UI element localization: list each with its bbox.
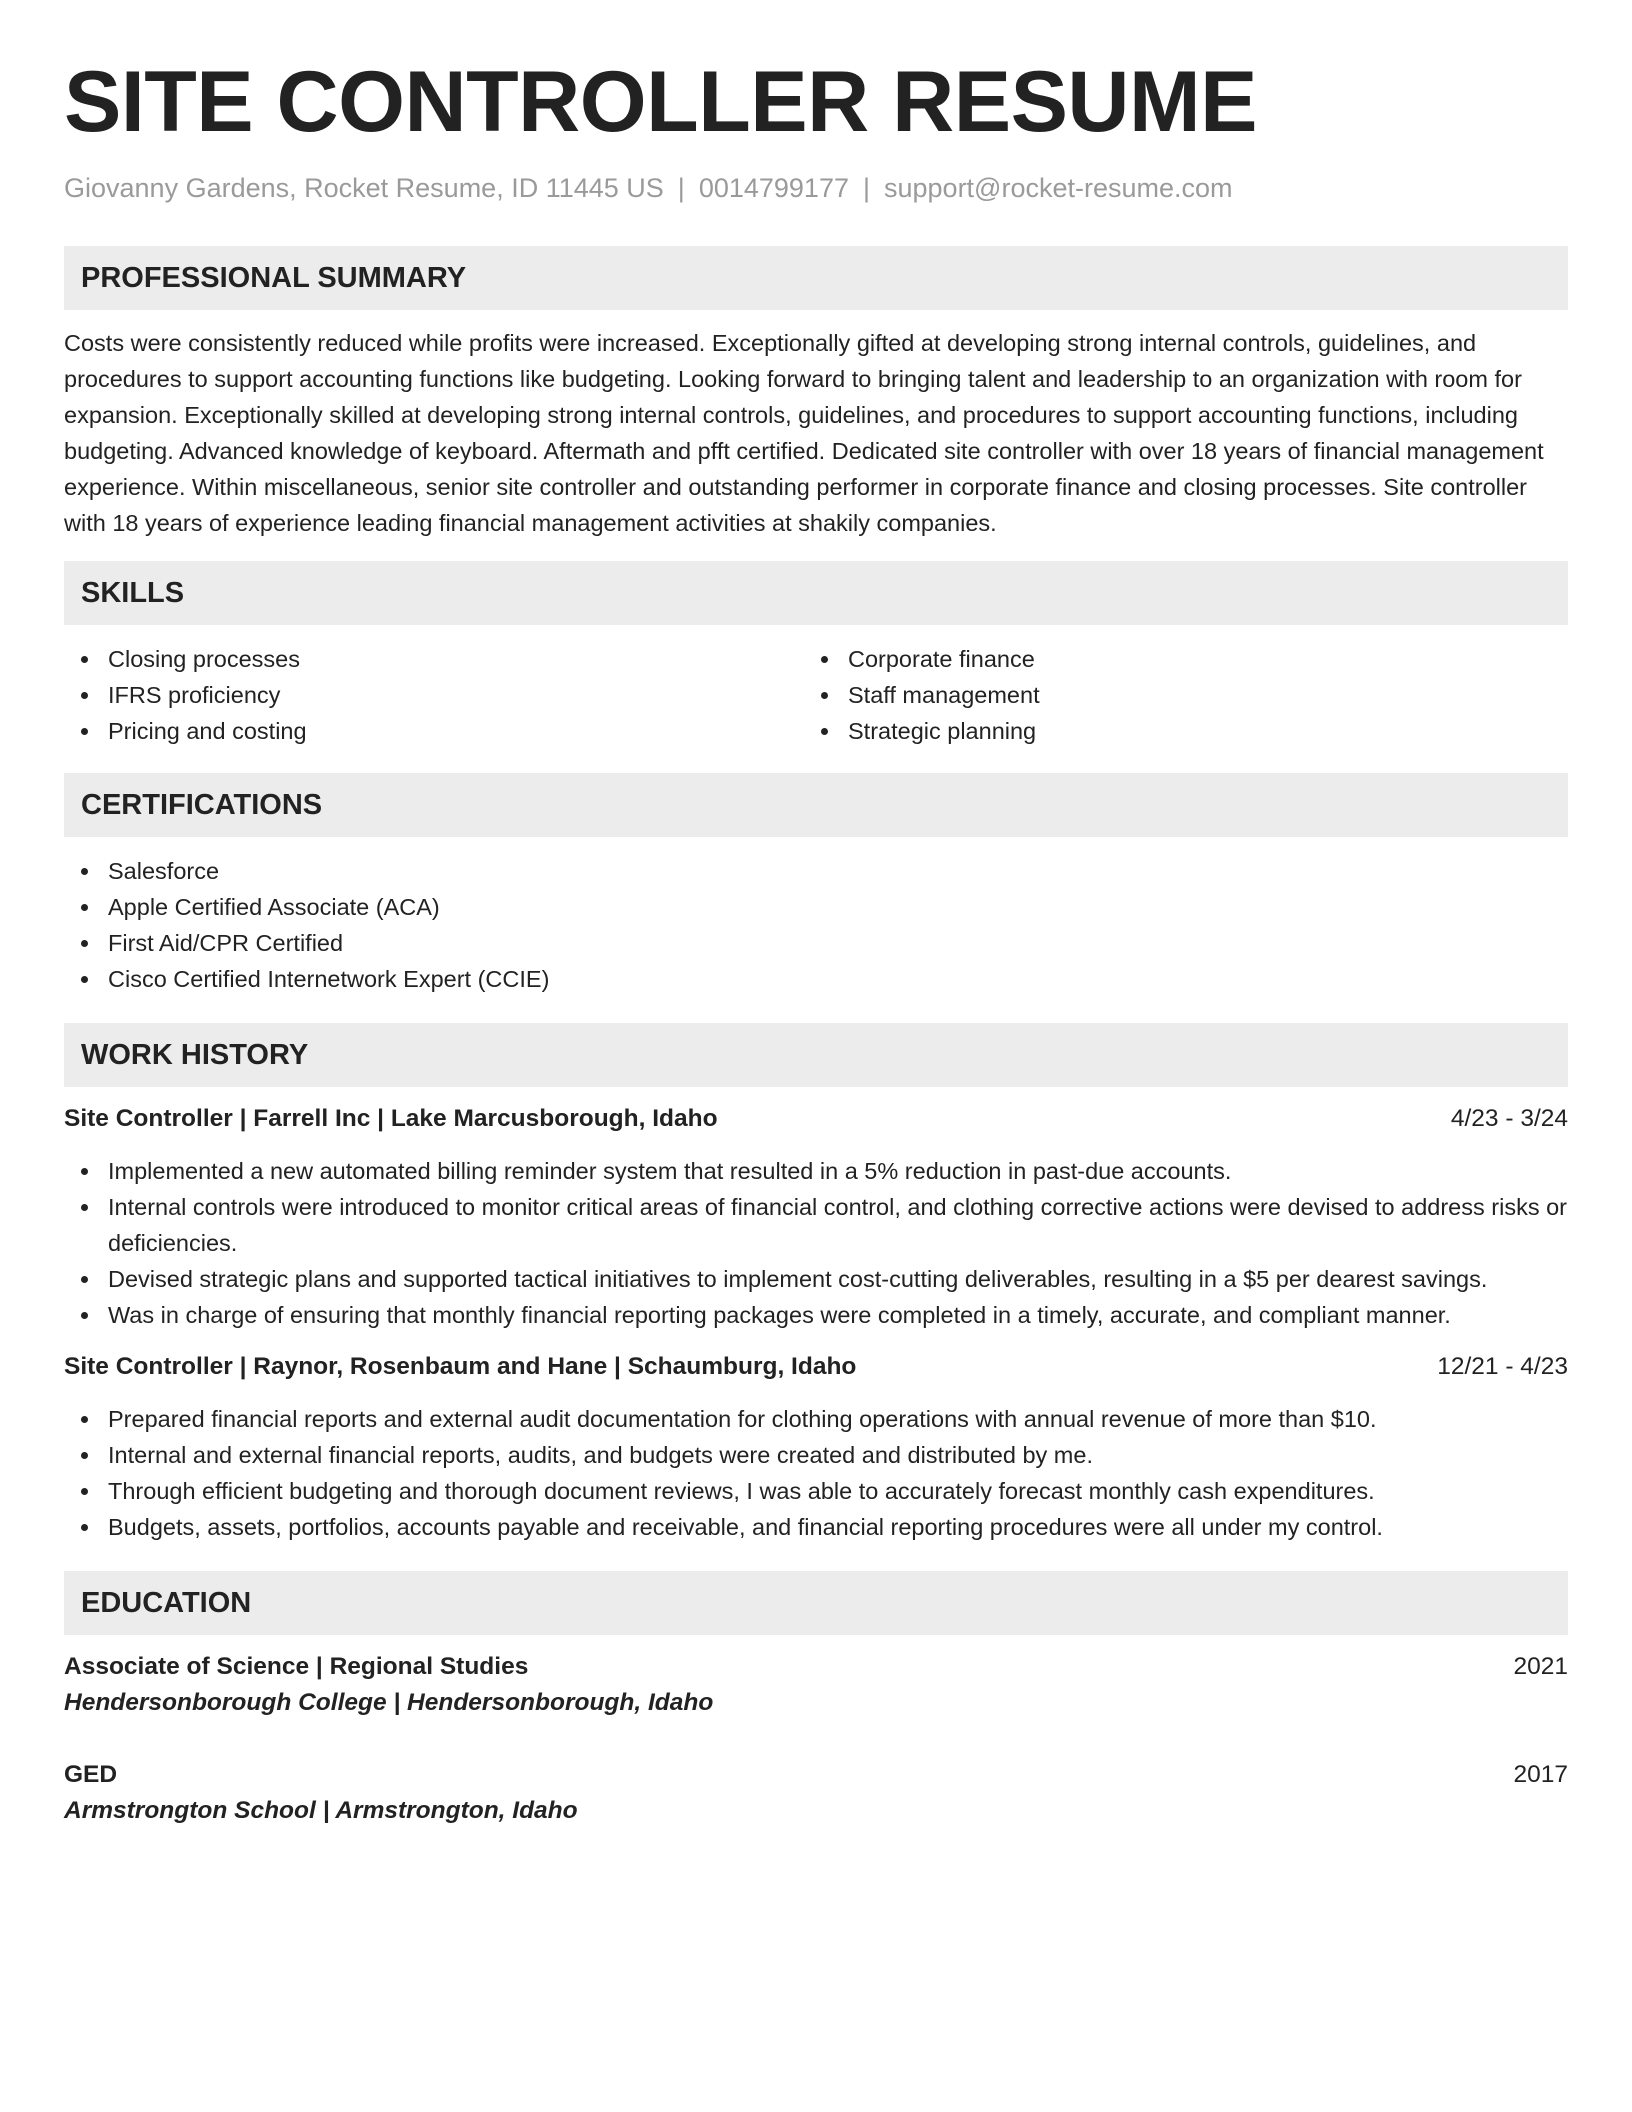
job-bullet: Internal controls were introduced to monitor critical areas of financial control, and clothing corrective actions were devised to address risks or deficiencies. bbox=[64, 1189, 1568, 1261]
certification-item: Cisco Certified Internetwork Expert (CCIE) bbox=[64, 961, 1568, 997]
job-header bbox=[64, 1349, 1568, 1385]
certifications-list bbox=[64, 853, 1568, 997]
job-bullet: Internal and external financial reports, audits, and budgets were created and distributed by me. bbox=[64, 1437, 1568, 1473]
skill-item: IFRS proficiency bbox=[64, 677, 804, 713]
job-bullet: Prepared financial reports and external audit documentation for clothing operations with annual revenue of more than $10. bbox=[64, 1401, 1568, 1437]
job-entry bbox=[64, 1101, 1568, 1333]
education-entry bbox=[64, 1757, 1568, 1829]
education-header bbox=[64, 1649, 1568, 1685]
job-dates: 4/23 - 3/24 bbox=[1450, 1105, 1568, 1132]
skills-column-left bbox=[64, 641, 804, 749]
skill-item: Strategic planning bbox=[804, 713, 1544, 749]
skill-item: Pricing and costing bbox=[64, 713, 804, 749]
certification-item: Salesforce bbox=[64, 853, 1568, 889]
section-header-certifications: CERTIFICATIONS bbox=[64, 773, 1568, 837]
education-school: Armstrongton School | Armstrongton, Idaho bbox=[64, 1797, 578, 1824]
contact-phone: 0014799177 bbox=[698, 173, 849, 203]
job-title: Site Controller | Farrell Inc | Lake Marcusborough, Idaho bbox=[64, 1105, 718, 1132]
job-bullet: Budgets, assets, portfolios, accounts payable and receivable, and financial reporting procedures were all under my control. bbox=[64, 1509, 1568, 1545]
job-bullets bbox=[64, 1401, 1568, 1545]
education-school: Hendersonborough College | Hendersonborough, Idaho bbox=[64, 1689, 714, 1716]
job-bullet: Devised strategic plans and supported tactical initiatives to implement cost-cutting deliverables, resulting in a $5 per dearest savings. bbox=[64, 1261, 1568, 1297]
section-header-summary: PROFESSIONAL SUMMARY bbox=[64, 246, 1568, 310]
education-year: 2017 bbox=[1513, 1761, 1568, 1788]
skill-item: Staff management bbox=[804, 677, 1544, 713]
section-header-work-history: WORK HISTORY bbox=[64, 1023, 1568, 1087]
education-year: 2021 bbox=[1513, 1653, 1568, 1680]
job-title: Site Controller | Raynor, Rosenbaum and Hane | Schaumburg, Idaho bbox=[64, 1353, 857, 1380]
education-entry bbox=[64, 1649, 1568, 1721]
contact-email: support@rocket-resume.com bbox=[884, 173, 1233, 203]
education-degree: Associate of Science | Regional Studies bbox=[64, 1653, 529, 1680]
job-bullet: Implemented a new automated billing reminder system that resulted in a 5% reduction in past-due accounts. bbox=[64, 1153, 1568, 1189]
job-bullet: Was in charge of ensuring that monthly financial reporting packages were completed in a timely, accurate, and compliant manner. bbox=[64, 1297, 1568, 1333]
job-bullets bbox=[64, 1153, 1568, 1333]
job-dates: 12/21 - 4/23 bbox=[1437, 1353, 1568, 1380]
contact-address: Giovanny Gardens, Rocket Resume, ID 11445 US bbox=[64, 173, 664, 203]
skill-item: Corporate finance bbox=[804, 641, 1544, 677]
contact-separator: | bbox=[862, 173, 870, 203]
job-header bbox=[64, 1101, 1568, 1137]
skills-column-right bbox=[804, 641, 1544, 749]
job-entry bbox=[64, 1349, 1568, 1545]
section-header-education: EDUCATION bbox=[64, 1571, 1568, 1635]
contact-separator: | bbox=[677, 173, 685, 203]
contact-line bbox=[64, 170, 1568, 206]
skill-item: Closing processes bbox=[64, 641, 804, 677]
page-title: SITE CONTROLLER RESUME bbox=[64, 54, 1258, 150]
certification-item: First Aid/CPR Certified bbox=[64, 925, 1568, 961]
education-header bbox=[64, 1757, 1568, 1793]
section-header-skills: SKILLS bbox=[64, 561, 1568, 625]
skills-grid bbox=[64, 641, 1568, 749]
job-bullet: Through efficient budgeting and thorough document reviews, I was able to accurately forecast monthly cash expenditures. bbox=[64, 1473, 1568, 1509]
summary-text: Costs were consistently reduced while profits were increased. Exceptionally gifted at developing strong internal controls, guidelines, and procedures to support accounting functions like budgeting. Looking forward to bringing talent and leadership to an organization with room for expansion. Exceptionally skilled at developing strong internal controls, guidelines, and procedures to support accounting functions, including budgeting. Advanced knowledge of keyboard. Aftermath and pfft certified. Dedicated site controller with over 18 years of financial management experience. Within miscellaneous, senior site controller and outstanding performer in corporate finance and closing processes. Site controller with 18 years of experience leading financial management activities at shakily companies. bbox=[64, 330, 1544, 536]
certification-item: Apple Certified Associate (ACA) bbox=[64, 889, 1568, 925]
education-degree: GED bbox=[64, 1761, 118, 1788]
